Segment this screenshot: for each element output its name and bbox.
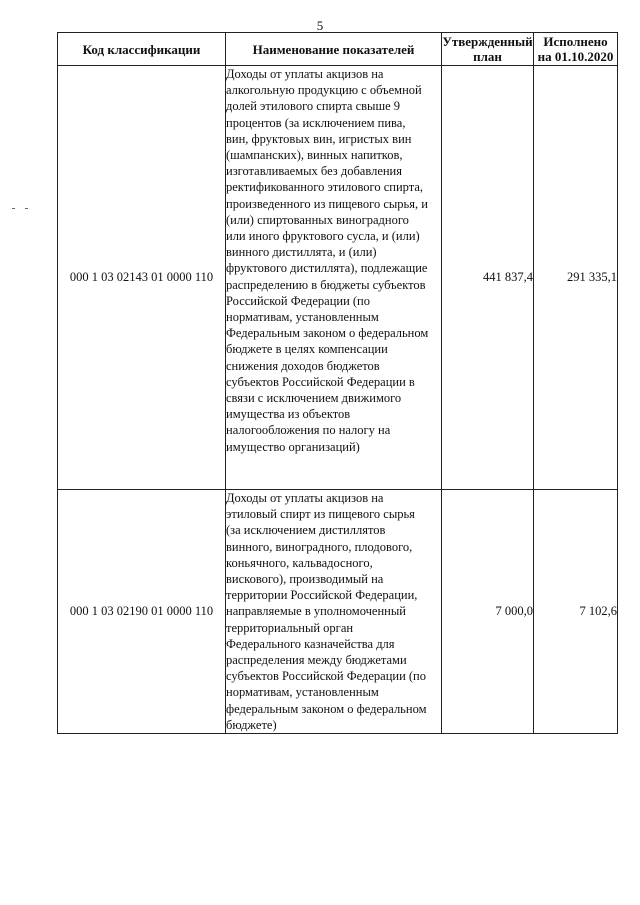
page-number: 5 xyxy=(316,18,324,33)
indicator-name-line: винного, виноградного, плодового, xyxy=(226,539,413,554)
table-row xyxy=(58,66,618,490)
indicator-name-line: ректификованного этилового спирта, xyxy=(226,180,424,195)
indicator-name xyxy=(226,490,442,734)
approved-plan-value: 7 000,0 xyxy=(442,490,534,734)
indicator-name-line: бюджете в целях компенсации xyxy=(226,342,388,357)
indicator-name xyxy=(226,66,442,490)
indicator-name-line: нормативам, установленным xyxy=(226,685,379,700)
indicator-name-line: имущество организаций) xyxy=(226,439,360,454)
indicator-name-line: Федеральным законом о федеральном xyxy=(226,326,429,341)
indicator-name-line: (или) спиртованных виноградного xyxy=(226,212,409,227)
indicator-name-line: налогообложения по налогу на xyxy=(226,423,391,438)
header-code: Код классификации xyxy=(58,33,226,66)
indicator-name-line: алкогольную продукцию с объемной xyxy=(226,83,422,98)
indicator-name-line: нормативам, установленным xyxy=(226,310,379,325)
indicator-name-line: распределению в бюджеты субъектов xyxy=(226,277,426,292)
indicator-name-line: субъектов Российской Федерации (по xyxy=(226,669,426,684)
header-plan-line1: Утвержденный xyxy=(442,34,533,49)
indicator-name-line: произведенного из пищевого сырья, и xyxy=(226,196,428,211)
indicator-name-line: субъектов Российской Федерации в xyxy=(226,374,415,389)
indicator-name-line: вин, фруктовых вин, игристых вин xyxy=(226,131,412,146)
executed-value: 7 102,6 xyxy=(534,490,618,734)
header-plan xyxy=(442,33,534,66)
classification-code: 000 1 03 02143 01 0000 110 xyxy=(58,66,226,490)
margin-mark xyxy=(25,208,28,209)
indicator-name-line: долей этилового спирта свыше 9 xyxy=(226,99,401,114)
header-executed-line1: Исполнено xyxy=(543,34,608,49)
indicator-name-line: Доходы от уплаты акцизов на xyxy=(226,67,384,81)
indicator-name-line: Федерального казначейства для xyxy=(226,636,395,651)
table-row xyxy=(58,490,618,734)
indicator-name-line: федеральным законом о федеральном xyxy=(226,701,427,716)
indicator-name-line: связи с исключением движимого xyxy=(226,391,402,406)
header-executed-line2: на 01.10.2020 xyxy=(537,49,614,64)
classification-code: 000 1 03 02190 01 0000 110 xyxy=(58,490,226,734)
indicator-name-line: изготавливаемых без добавления xyxy=(226,164,403,179)
header-name: Наименование показателей xyxy=(226,33,442,66)
header-executed xyxy=(534,33,618,66)
indicator-name-line: процентов (за исключением пива, xyxy=(226,115,406,130)
indicator-name-line: Российской Федерации (по xyxy=(226,293,370,308)
indicator-name-line: Доходы от уплаты акцизов на xyxy=(226,491,384,505)
indicator-name-line: распределения между бюджетами xyxy=(226,653,407,668)
approved-plan-value: 441 837,4 xyxy=(442,66,534,490)
indicator-name-line: этиловый спирт из пищевого сырья xyxy=(226,507,415,522)
indicator-name-line: направляемые в уполномоченный xyxy=(226,604,406,619)
indicator-name-line: имущества из объектов xyxy=(226,407,351,422)
table-header-row xyxy=(58,33,618,66)
executed-value: 291 335,1 xyxy=(534,66,618,490)
indicator-name-line: территории Российской Федерации, xyxy=(226,588,418,603)
indicator-name-line: снижения доходов бюджетов xyxy=(226,358,380,373)
header-plan-line2: план xyxy=(473,49,502,64)
indicator-name-line: коньячного, кальвадосного, xyxy=(226,555,373,570)
indicator-name-line: (шампанских), винных напитков, xyxy=(226,148,403,163)
margin-mark xyxy=(12,208,15,209)
indicator-name-line: фруктового дистиллята), подлежащие xyxy=(226,261,428,276)
indicator-name-line: территориальный орган xyxy=(226,620,354,635)
indicator-name-line: (за исключением дистиллятов xyxy=(226,523,386,538)
indicator-name-line: или иного фруктового сусла, и (или) xyxy=(226,229,420,244)
indicator-name-line: винного дистиллята, и (или) xyxy=(226,245,377,260)
indicator-name-line: бюджете) xyxy=(226,717,277,732)
revenue-table xyxy=(57,32,618,734)
indicator-name-line: вискового), производимый на xyxy=(226,572,384,587)
